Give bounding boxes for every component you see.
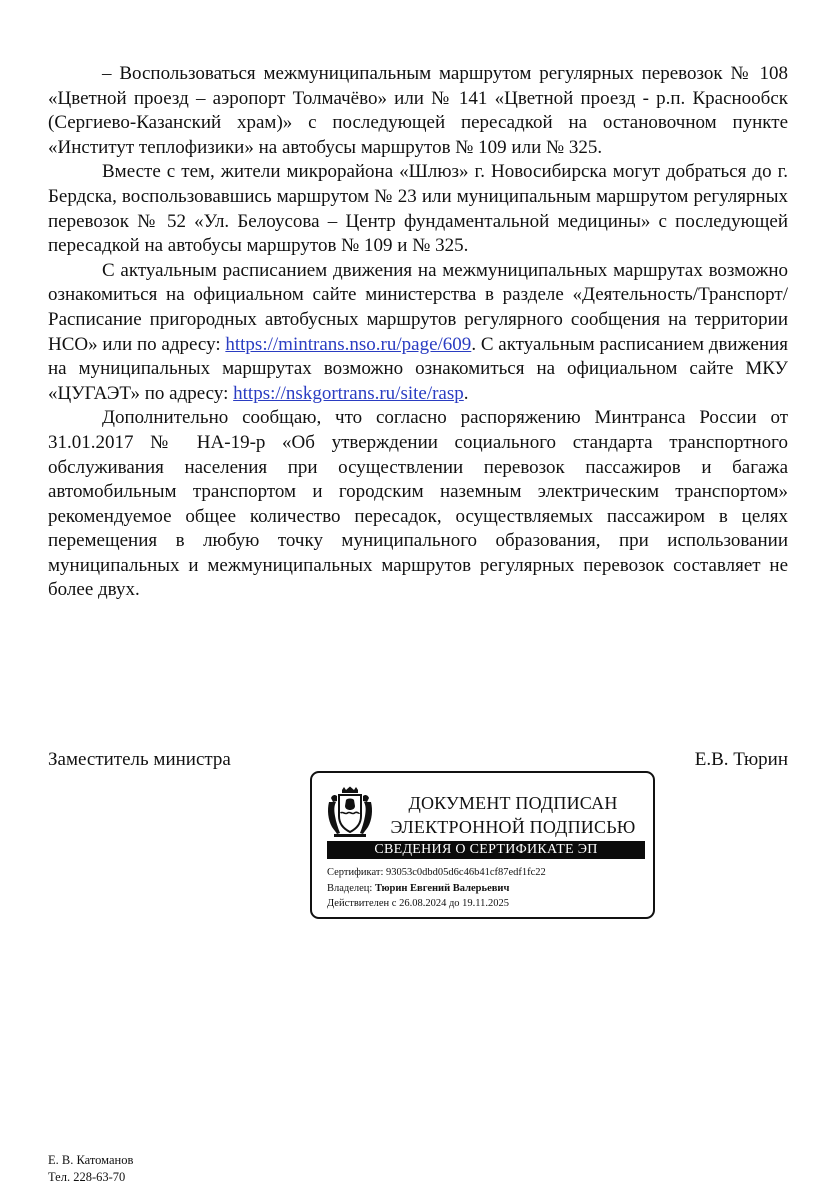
esign-title-line1: ДОКУМЕНТ ПОДПИСАН: [408, 793, 618, 813]
electronic-signature-stamp: [310, 771, 655, 919]
executor-name: Е. В. Катоманов: [48, 1153, 134, 1167]
nskgortrans-schedule-link[interactable]: https://nskgortrans.ru/site/rasp: [233, 382, 464, 404]
validity-row: Действителен с 26.08.2024 до 19.11.2025: [327, 898, 510, 909]
paragraph-route-108-141: – Воспользоваться межмуниципальным маршрутом регулярных перевозок № 108 «Цветной проезд – аэропорт Толмачёво» или № 141 «Цветной проезд - р.п. Краснообск (Сергиево-Казанский храм)» с последующей пересадкой на остановочном пункте «Институт теплофизики» на автобусы маршрутов № 109 или № 325.: [48, 63, 788, 158]
paragraph-schedule-links: [48, 259, 788, 407]
paragraph-transfer-standard: Дополнительно сообщаю, что согласно распоряжению Минтранса России от 31.01.2017 № НА-19-р «Об утверждении социального стандарта транспортного обслуживания населения при осуществлении перевозок пассажиров и багажа автомобильным транспортом и городским наземным электрическим транспортом» рекомендуемое общее количество пересадок, осуществляемых пассажиром в целях перемещения в любую точку муниципального образования, при использовании муниципальных и межмуниципальных маршрутов регулярных перевозок составляет не более двух.: [48, 407, 788, 601]
certificate-value: 93053c0dbd05d6c46b41cf87edf1fc22: [386, 867, 546, 878]
schedule-text-part2: . С актуальным расписанием движения на муниципальных маршрутах возможно ознакомиться на официальном сайте МКУ «ЦУГАЭТ» по адресу:: [48, 333, 788, 404]
schedule-text-part1: С актуальным расписанием движения на межмуниципальных маршрутах возможно ознакомиться на официальном сайте министерства в разделе «Деятельность/Транспорт/Расписание пригородных автобусных маршрутов регулярного сообщения на территории НСО» или по адресу:: [48, 259, 788, 355]
executor-footer: [48, 1152, 133, 1186]
executor-phone: Тел. 228-63-70: [48, 1170, 126, 1184]
paragraph-shlyuz-residents: Вместе с тем, жители микрорайона «Шлюз» г. Новосибирска могут добраться до г. Бердска, воспользовавшись маршрутом № 23 или муниципальным маршрутом регулярных перевозок № 52 «Ул. Белоусова – Центр фундаментальной медицины» с последующей пересадкой на автобусы маршрутов № 109 и № 325.: [48, 161, 788, 257]
esign-title-line2: ЭЛЕКТРОННОЙ ПОДПИСЬЮ: [390, 817, 636, 837]
owner-row: [327, 881, 645, 897]
esign-title: [382, 791, 644, 839]
certificate-label: Сертификат:: [327, 867, 384, 878]
mintrans-schedule-link[interactable]: https://mintrans.nso.ru/page/609: [225, 333, 472, 355]
letter-body: [48, 62, 788, 603]
certificate-info-bar: СВЕДЕНИЯ О СЕРТИФИКАТЕ ЭП: [327, 841, 645, 859]
schedule-text-part3: .: [463, 382, 469, 404]
owner-label: Владелец:: [327, 882, 373, 894]
signatory-position: Заместитель министра: [48, 749, 231, 770]
certificate-details: [327, 865, 645, 912]
signatory-name: Е.В. Тюрин: [694, 749, 788, 770]
coat-of-arms-icon: [325, 786, 375, 838]
certificate-row: [327, 865, 645, 881]
owner-value: Тюрин Евгений Валерьевич: [374, 882, 510, 894]
